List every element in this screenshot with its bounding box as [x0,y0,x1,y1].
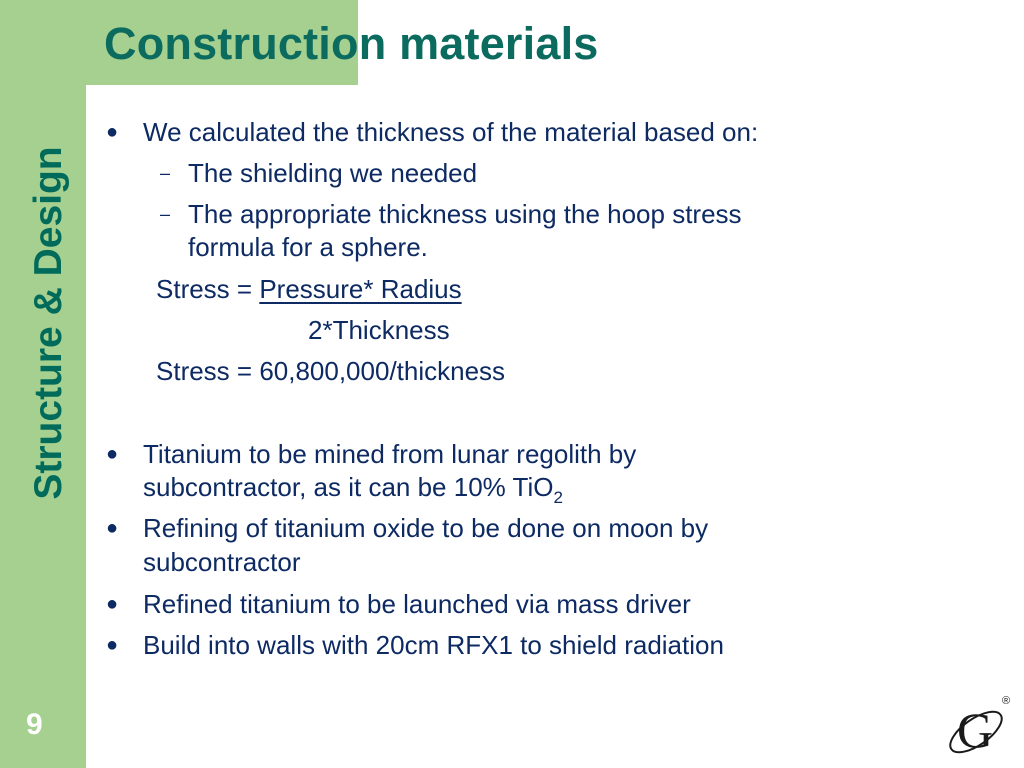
subscript-two: 2 [553,488,563,507]
stress-formula [156,273,462,305]
bullet-icon: ● [106,443,119,465]
stress-numerator: Pressure* Radius [259,274,462,304]
bullet-icon: ● [106,634,119,656]
registered-mark: ® [1002,695,1011,707]
bullet-text: Build into walls with 20cm RFX1 to shield radiation [143,630,724,660]
bullet-text-continued [143,471,563,507]
stress-result: Stress = 60,800,000/thickness [156,356,506,386]
bullet-text-continued: subcontractor [143,547,301,577]
slide-title: Construction materials [104,18,599,69]
page-number: 9 [26,708,43,741]
bullet-text: Refining of titanium oxide to be done on moon by [143,513,709,543]
sub-bullet-text: The shielding we needed [188,158,478,188]
sub-bullet-text-continued: formula for a sphere. [188,232,428,262]
bullet-text: Titanium to be mined from lunar regolith by [143,439,637,469]
bullet-icon: ● [106,517,119,539]
stress-denominator: 2*Thickness [308,315,450,345]
dash-icon: – [160,163,171,183]
dash-icon: – [160,204,171,224]
bullet-text: Refined titanium to be launched via mass driver [143,589,691,619]
sub-bullet-text: The appropriate thickness using the hoop stress [188,199,742,229]
section-label: Structure & Design [27,146,70,500]
bullet-text: We calculated the thickness of the material based on: [143,117,759,147]
stress-prefix: Stress = [156,274,260,304]
tio2-text: subcontractor, as it can be 10% TiO [143,472,554,502]
bullet-icon: ● [106,121,119,143]
company-logo [946,690,1012,760]
bullet-icon: ● [106,593,119,615]
logo-letter: G [957,702,994,758]
